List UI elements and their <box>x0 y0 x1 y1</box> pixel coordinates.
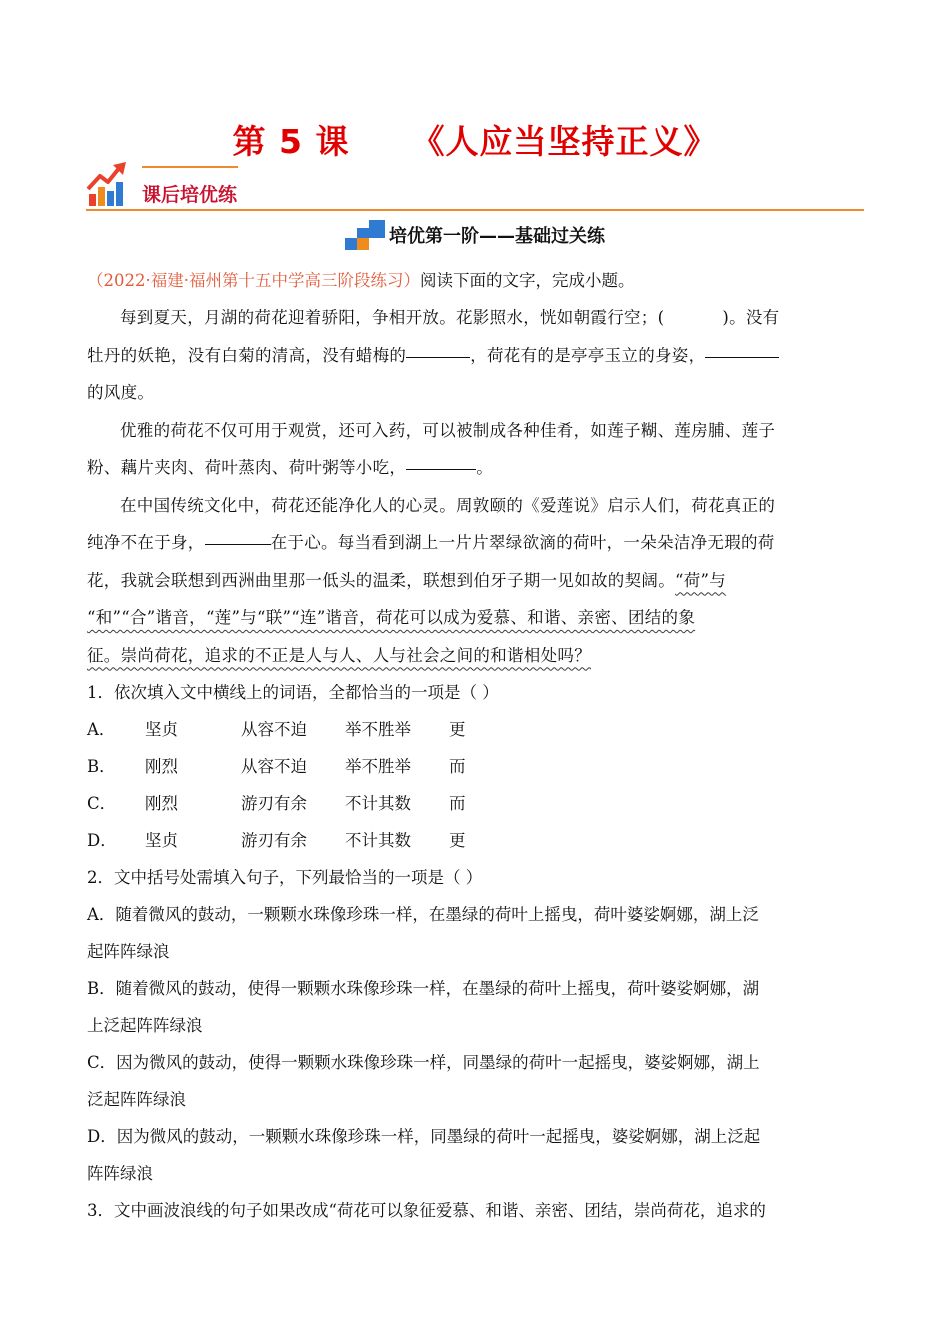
passage-p2-line1 <box>87 412 863 450</box>
passage-p3-line3 <box>87 562 863 600</box>
option-word: 更 <box>449 831 466 850</box>
passage-p3-line5 <box>87 637 863 675</box>
option-letter: B． <box>87 757 116 776</box>
passage-p1-line3 <box>87 374 863 412</box>
question-3 <box>87 1192 863 1229</box>
option-word: 不计其数 <box>345 831 411 850</box>
section-heading <box>0 220 950 250</box>
passage-p3-line4 <box>87 599 863 637</box>
fill-blank-2 <box>705 356 779 358</box>
stairs-icon <box>345 220 385 250</box>
passage-p1-line2 <box>87 337 863 375</box>
option-line: B．随着微风的鼓动，使得一颗颗水珠像珍珠一样，在墨绿的荷叶上摇曳，荷叶婆娑婀娜，湖 <box>87 979 760 998</box>
option-word: 而 <box>449 794 466 813</box>
option-d[interactable] <box>87 822 863 859</box>
text: 每到夏天，月湖的荷花迎着骄阳，争相开放。花影照水，恍如朝霞行空；( <box>120 308 665 327</box>
option-word: 而 <box>449 757 466 776</box>
option-word: 坚贞 <box>145 720 178 739</box>
fill-blank-1 <box>406 356 470 358</box>
passage-p3-line2 <box>87 524 863 562</box>
question-stem: 2．文中括号处需填入句子，下列最恰当的一项是（ ） <box>87 868 483 887</box>
option-a[interactable] <box>87 896 863 970</box>
option-line: 上泛起阵阵绿浪 <box>87 1016 203 1035</box>
option-a[interactable] <box>87 711 863 748</box>
option-letter: D． <box>87 831 117 850</box>
option-word: 刚烈 <box>145 794 178 813</box>
wavy-underlined-text: “荷”与 <box>675 570 727 590</box>
text: 。 <box>476 458 494 477</box>
text: 优雅的荷花不仅可用于观赏，还可入药，可以被制成各种佳肴，如莲子糊、莲房脯、莲子 <box>120 420 776 440</box>
text: 花，我就会联想到西洲曲里那一低头的温柔，联想到伯牙子期一见如故的契阔。 <box>87 570 675 590</box>
question-1 <box>87 674 863 859</box>
lesson-title <box>0 116 950 163</box>
lesson-number: 第 5 课 <box>232 122 350 161</box>
option-line: A．随着微风的鼓动，一颗颗水珠像珍珠一样，在墨绿的荷叶上摇曳，荷叶婆娑婀娜，湖上泛 <box>87 905 759 924</box>
option-word: 坚贞 <box>145 831 178 850</box>
question-stem: 1．依次填入文中横线上的词语，全都恰当的一项是（ ） <box>87 683 499 702</box>
text: 的风度。 <box>87 383 155 402</box>
fill-blank-4 <box>205 543 271 545</box>
option-letter: A． <box>87 720 116 739</box>
rising-chart-icon <box>86 160 132 208</box>
option-b[interactable] <box>87 748 863 785</box>
option-c[interactable] <box>87 785 863 822</box>
passage-p3-line1 <box>87 487 863 525</box>
banner-label: 课后培优练 <box>142 184 238 206</box>
option-word: 从容不迫 <box>241 757 307 776</box>
option-letter: C． <box>87 794 117 813</box>
lesson-name: 《人应当坚持正义》 <box>411 122 718 161</box>
option-line: D．因为微风的鼓动，一颗颗水珠像珍珠一样，同墨绿的荷叶一起摇曳，婆娑婀娜，湖上泛起 <box>87 1127 761 1146</box>
wavy-underlined-text: 征。崇尚荷花，追求的不正是人与人、人与社会之间的和谐相处吗？ <box>87 645 591 665</box>
passage-p2-line2 <box>87 449 863 487</box>
text: 纯净不在于身， <box>87 533 205 552</box>
banner-divider <box>86 209 864 211</box>
question-stem: 3．文中画波浪线的句子如果改成“荷花可以象征爱慕、和谐、亲密、团结，崇尚荷花，追求的 <box>87 1201 766 1220</box>
after-class-banner <box>86 160 866 216</box>
option-line: 阵阵绿浪 <box>87 1164 153 1183</box>
source-line <box>87 262 863 299</box>
option-word: 不计其数 <box>345 794 411 813</box>
section-title: 培优第一阶——基础过关练 <box>389 226 605 247</box>
wavy-underlined-text: “和”“合”谐音，“莲”与“联”“连”谐音，荷花可以成为爱慕、和谐、亲密、团结的象 <box>87 608 696 627</box>
option-word: 游刃有余 <box>241 794 307 813</box>
passage-p1-line1 <box>87 299 863 337</box>
option-word: 更 <box>449 720 466 739</box>
instruction: 阅读下面的文字，完成小题。 <box>419 271 635 290</box>
question-2 <box>87 859 863 1192</box>
text: )。没有 <box>722 308 780 327</box>
text: 粉、藕片夹肉、荷叶蒸肉、荷叶粥等小吃， <box>87 458 407 477</box>
option-line: 起阵阵绿浪 <box>87 942 170 961</box>
banner-accent-line <box>142 166 238 168</box>
text: ，荷花有的是亭亭玉立的身姿， <box>470 345 706 365</box>
option-line: 泛起阵阵绿浪 <box>87 1090 186 1109</box>
option-d[interactable] <box>87 1118 863 1192</box>
option-word: 刚烈 <box>145 757 178 776</box>
text: 在于心。每当看到湖上一片片翠绿欲滴的荷叶，一朵朵洁净无瑕的荷 <box>270 533 775 552</box>
exercise-content <box>87 262 863 1229</box>
option-word: 游刃有余 <box>241 831 307 850</box>
reading-passage <box>87 299 863 674</box>
text: 在中国传统文化中，荷花还能净化人的心灵。周敦颐的《爱莲说》启示人们，荷花真正的 <box>120 495 776 515</box>
option-word: 举不胜举 <box>345 720 411 739</box>
source-tag: （2022·福建·福州第十五中学高三阶段练习） <box>87 271 420 290</box>
option-line: C．因为微风的鼓动，使得一颗颗水珠像珍珠一样，同墨绿的荷叶一起摇曳，婆娑婀娜，湖上 <box>87 1053 760 1072</box>
option-c[interactable] <box>87 1044 863 1118</box>
fill-blank-3 <box>406 468 476 470</box>
option-b[interactable] <box>87 970 863 1044</box>
text: 牡丹的妖艳，没有白菊的清高，没有蜡梅的 <box>87 345 407 365</box>
option-word: 从容不迫 <box>241 720 307 739</box>
option-word: 举不胜举 <box>345 757 411 776</box>
